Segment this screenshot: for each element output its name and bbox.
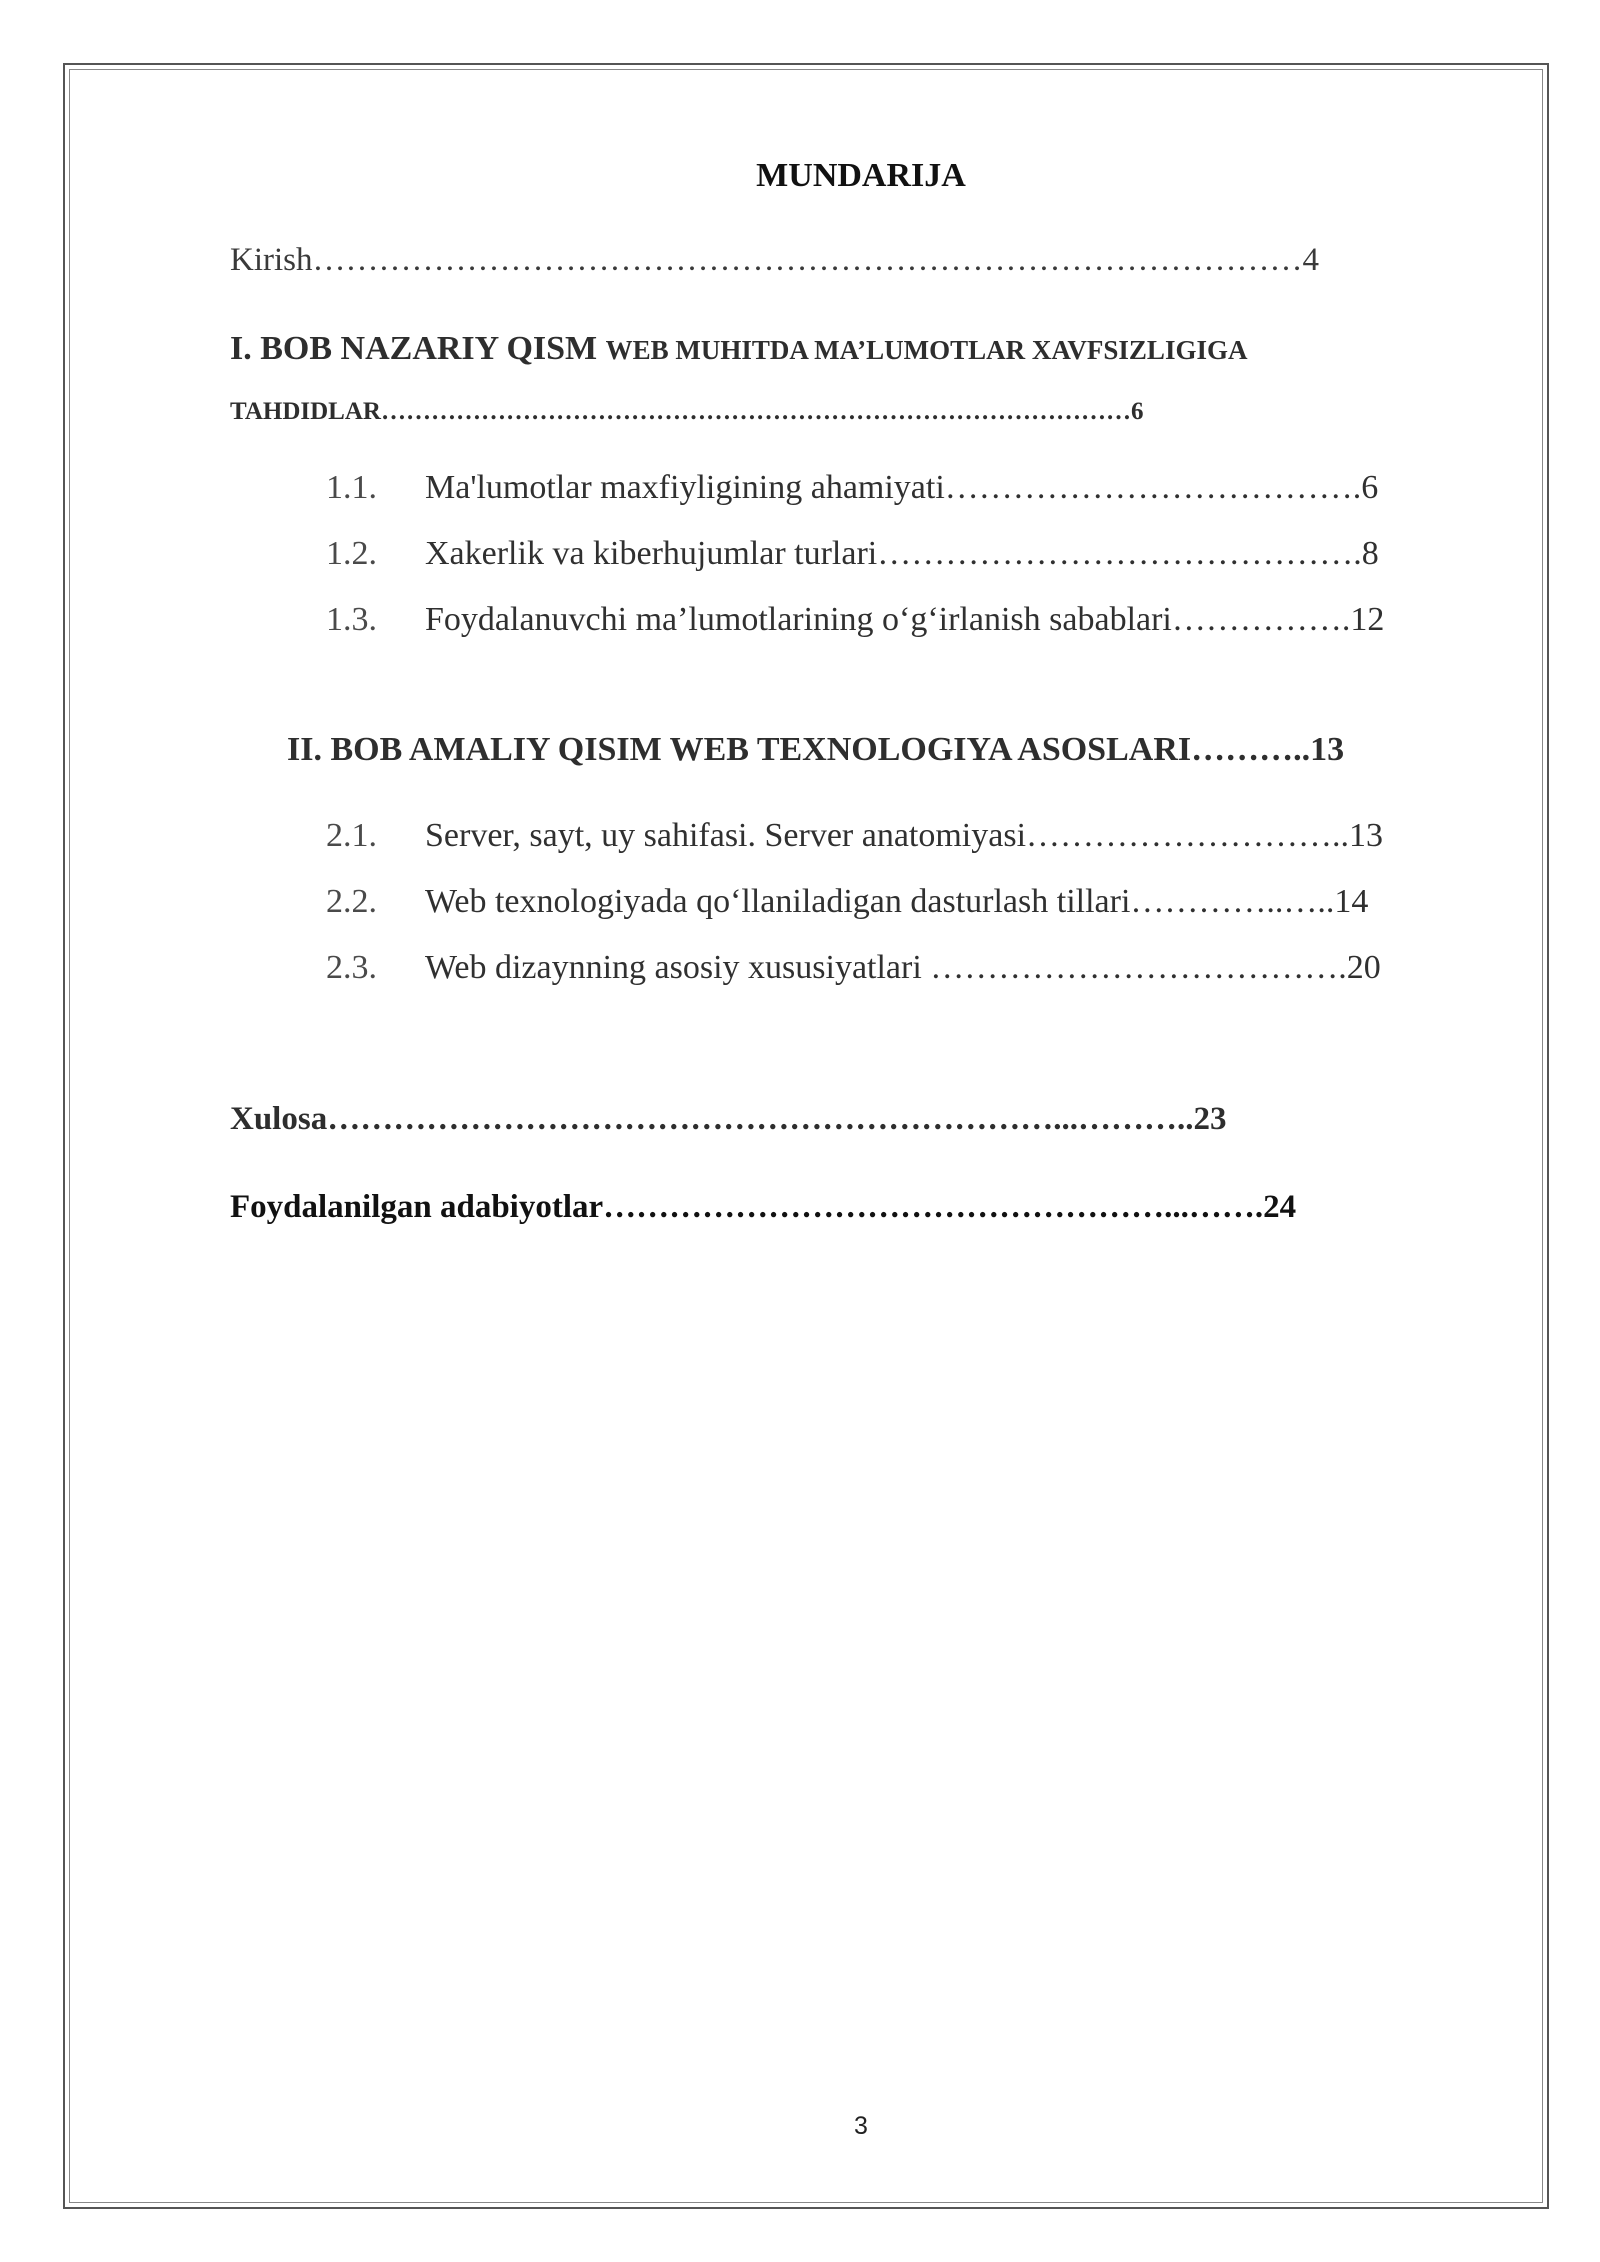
section-text: Web dizaynning asosiy xususiyatlari ……………………………….20	[425, 949, 1381, 986]
section-text: Xakerlik va kiberhujumlar turlari…………………………………….8	[425, 535, 1379, 572]
chapter-1-subtitle: WEB MUHITDA MA’LUMOTLAR XAVFSIZLIGIGA	[605, 335, 1248, 365]
chapter-1-label: I. BOB NAZARIY QISM	[230, 330, 606, 367]
section-number: 2.1.	[326, 817, 377, 854]
toc-chapter-2-title: II. BOB AMALIY QISIM WEB TEXNOLOGIYA ASOSLARI………..13	[287, 731, 1345, 768]
section-text: Foydalanuvchi ma’lumotlarining o‘g‘irlanish sabablari…………….12	[425, 601, 1385, 638]
toc-entry-kirish: Kirish………………………………………………………………………………4	[230, 242, 1319, 278]
toc-chapter-1-title-line2: TAHDIDLAR………………………………………………………………………………6	[230, 398, 1144, 425]
toc-entry-references: Foydalanilgan adabiyotlar……………………………………………...…….24	[230, 1189, 1297, 1225]
toc-entry-xulosa: Xulosa…………………………………………………………...………..23	[230, 1101, 1227, 1137]
section-number: 2.2.	[326, 883, 377, 920]
section-number: 1.3.	[326, 601, 377, 638]
section-text: Web texnologiyada qo‘llaniladigan dasturlash tillari…………..…..14	[425, 883, 1369, 920]
section-number: 2.3.	[326, 949, 377, 986]
section-number: 1.2.	[326, 535, 377, 572]
page-number: 3	[854, 2112, 868, 2140]
toc-chapter-1-title	[230, 330, 1247, 368]
section-text: Ma'lumotlar maxfiyligining ahamiyati……………………………….6	[425, 469, 1379, 506]
section-text: Server, sayt, uy sahifasi. Server anatomiyasi………………………..13	[425, 817, 1384, 854]
section-number: 1.1.	[326, 469, 377, 506]
page-title: MUNDARIJA	[756, 157, 966, 194]
